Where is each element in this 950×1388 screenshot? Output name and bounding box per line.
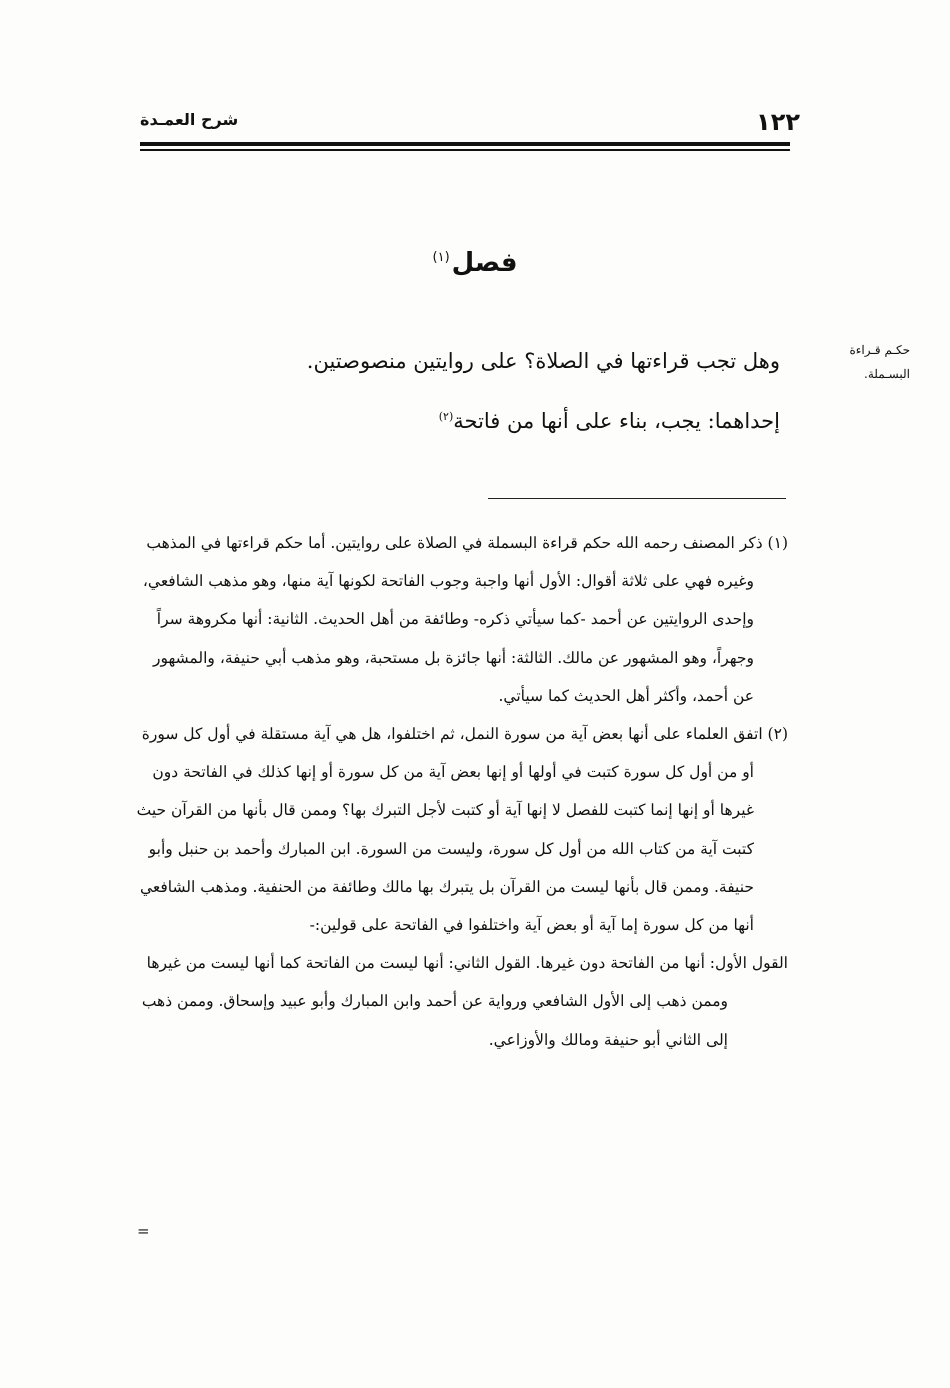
main-text: [140, 334, 780, 449]
footnote-1: (١) ذكر المصنف رحمه الله حكم قراءة البسملة في الصلاة على روايتين. أما حكم قراءتها في المذهب وغيره فهي على ثلاثة أقوال: الأول أنها واجبة وجوب الفاتحة لكونها آية منها، وهو مذهب الشافعي، وإحدى الروايتين عن أحمد -كما سيأتي ذكره- وطائفة من أهل الحديث. الثانية: أنها مكروهة سراً وجهراً، وهو المشهور عن مالك. الثالثة: أنها جائزة بل مستحبة، وهو مذهب أبي حنيفة، والمشهور عن أحمد، وأكثر أهل الحديث كما سيأتي.: [142, 534, 788, 705]
continuation-mark: =: [137, 1222, 150, 1240]
section-heading: [290, 248, 660, 278]
footnote-2-continuation: القول الأول: أنها من الفاتحة دون غيرها. القول الثاني: أنها ليست من الفاتحة كما أنها ليست من غيرها وممن ذهب إلى الأول الشافعي ورواية عن أحمد وابن المبارك وأبو عبيد وإسحاق. وممن ذهب إلى الثاني أبو حنيفة ومالك والأوزاعي.: [141, 954, 788, 1049]
footnote-2: (٢) اتفق العلماء على أنها بعض آية من سورة النمل، ثم اختلفوا، هل هي آية مستقلة في أول كل سورة أو من أول كل سورة كتبت في أولها أو إنها بعض آية من كل سورة أو إنها كذلك في الفاتحة دون غيرها أو إنها إنما كتبت للفصل لا إنها آية أو كتبت لأجل التبرك بها؟ وممن قال بأنها من القرآن حيث كتبت آية من كتاب الله من أول كل سورة، وليست من السورة. ابن المبارك وأحمد بن حنبل وأبو حنيفة. وممن قال بأنها ليست من القرآن بل يتبرك بها مالك وطائفة من الحنفية. ومذهب الشافعي أنها من كل سورة إما آية أو بعض آية واختلفوا في الفاتحة على قولين:-: [136, 725, 788, 935]
footnote-separator: [488, 498, 786, 499]
running-title: شرح العمـدة: [140, 110, 239, 129]
header-rule-thick: [140, 142, 790, 146]
main-text-line-2: [140, 389, 780, 449]
margin-note-line-2: البسـملة.: [864, 367, 910, 381]
margin-note: [795, 338, 910, 386]
main-text-line-2-text: إحداهما: يجب، بناء على أنها من فاتحة: [453, 409, 780, 433]
header-rule-thin: [140, 149, 790, 151]
main-text-footnote-ref: (٢): [438, 410, 454, 423]
footnotes: [130, 524, 788, 1059]
main-text-line-1: وهل تجب قراءتها في الصلاة؟ على روايتين منصوصتين.: [306, 349, 780, 373]
margin-note-line-1: حكـم قـراءة: [849, 343, 910, 357]
section-heading-footnote-ref: (١): [432, 250, 450, 266]
section-heading-text: فصل: [451, 248, 518, 278]
page-number: ١٢٢: [756, 108, 800, 136]
